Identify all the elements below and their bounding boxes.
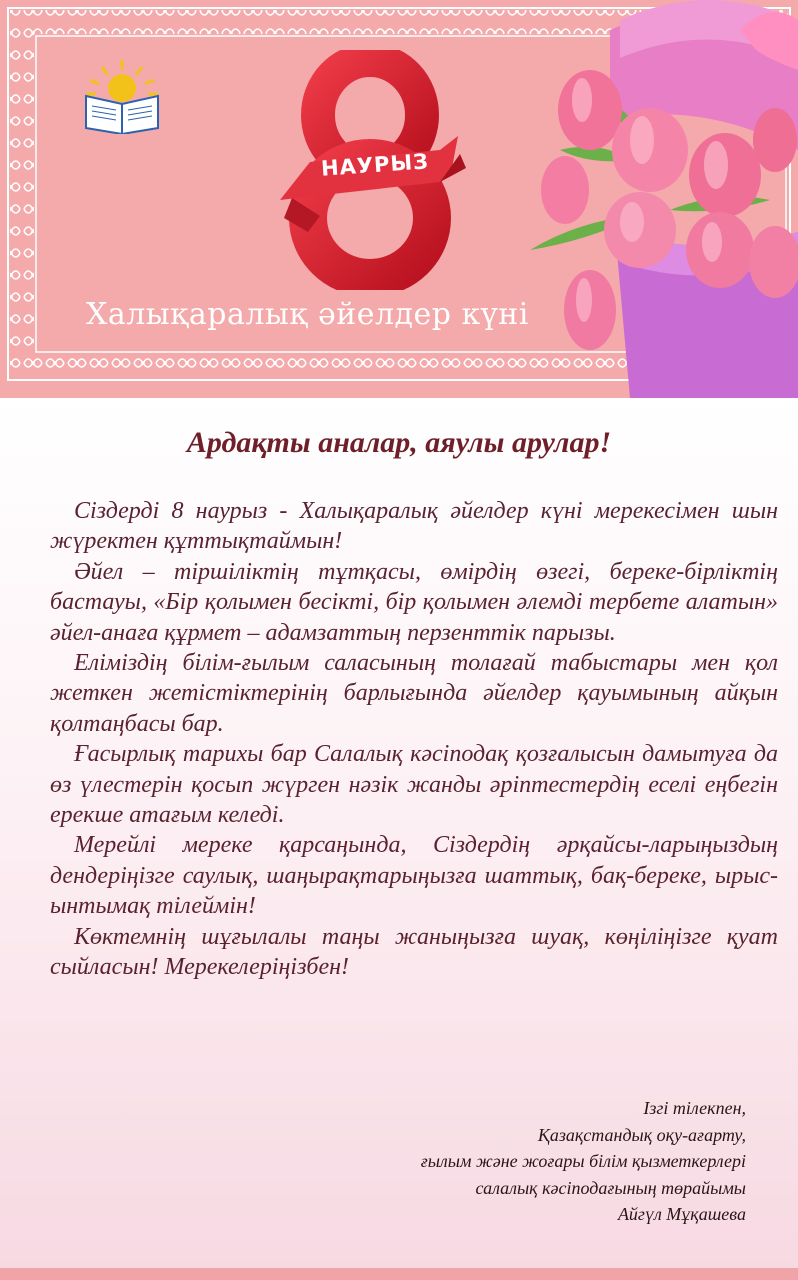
- signature-line: Қазақстандық оқу-ағарту,: [537, 1124, 746, 1145]
- bottom-bar: [0, 1268, 798, 1280]
- signature-line: салалық кәсіподағының төрайымы: [475, 1177, 746, 1198]
- banner-caption: Халықаралық әйелдер күні: [86, 297, 529, 332]
- signature-line: ғылым және жоғары білім қызметкерлері: [420, 1151, 746, 1171]
- paragraph: Көктемнің шұғылалы таңы жаныңызға шуақ, көңіліңізге қуат сыйласын! Мерекелеріңізбен!: [50, 923, 778, 981]
- paragraph: Еліміздің білім-ғылым саласының толағай табыстары мен қол жеткен жетістіктерінің барлығында әйелдер қауымының айқын қолтаңбасы бар.: [50, 650, 778, 737]
- paragraph: Әйел – тіршіліктің тұтқасы, өмірдің өзегі, береке-бірліктің бастауы, «Бір қолымен бесікті, бір қолымен әлемді тербете алатын» әйел-анаға құрмет – адамзаттың перзенттік парызы.: [50, 558, 778, 646]
- greeting-banner: [0, 0, 798, 398]
- paragraph: Мерейлі мереке қарсаңында, Сіздердің әрқайсы-ларыңыздың дендеріңізге саулық, шаңырақтарыңызға шаттық, бақ-береке, ырыс-ынтымақ тілеймін!: [50, 832, 778, 920]
- signature-block: [421, 1095, 746, 1228]
- signature-name: Айгүл Мұқашева: [617, 1204, 746, 1224]
- paragraph: Сіздерді 8 наурыз - Халықаралық әйелдер күні мерекесімен шын жүректен құттықтаймын!: [50, 498, 778, 555]
- letter-heading: Ардақты аналар, аяулы арулар!: [186, 426, 612, 459]
- letter-body: [50, 496, 778, 983]
- ribbon-label: НАУРЫЗ: [320, 149, 430, 181]
- greeting-letter: [0, 398, 798, 1268]
- paragraph: Ғасырлық тарихы бар Салалық кәсіподақ қозғалысын дамытуға да өз үлестерін қосып жүрген нәзік жанды әріптестердің еселі еңбегін ерекше атағым келеді.: [50, 741, 778, 829]
- tulips-gift-box-image: [520, 0, 798, 398]
- signature-line: Ізгі тілекпен,: [643, 1098, 746, 1118]
- union-logo: [80, 58, 164, 134]
